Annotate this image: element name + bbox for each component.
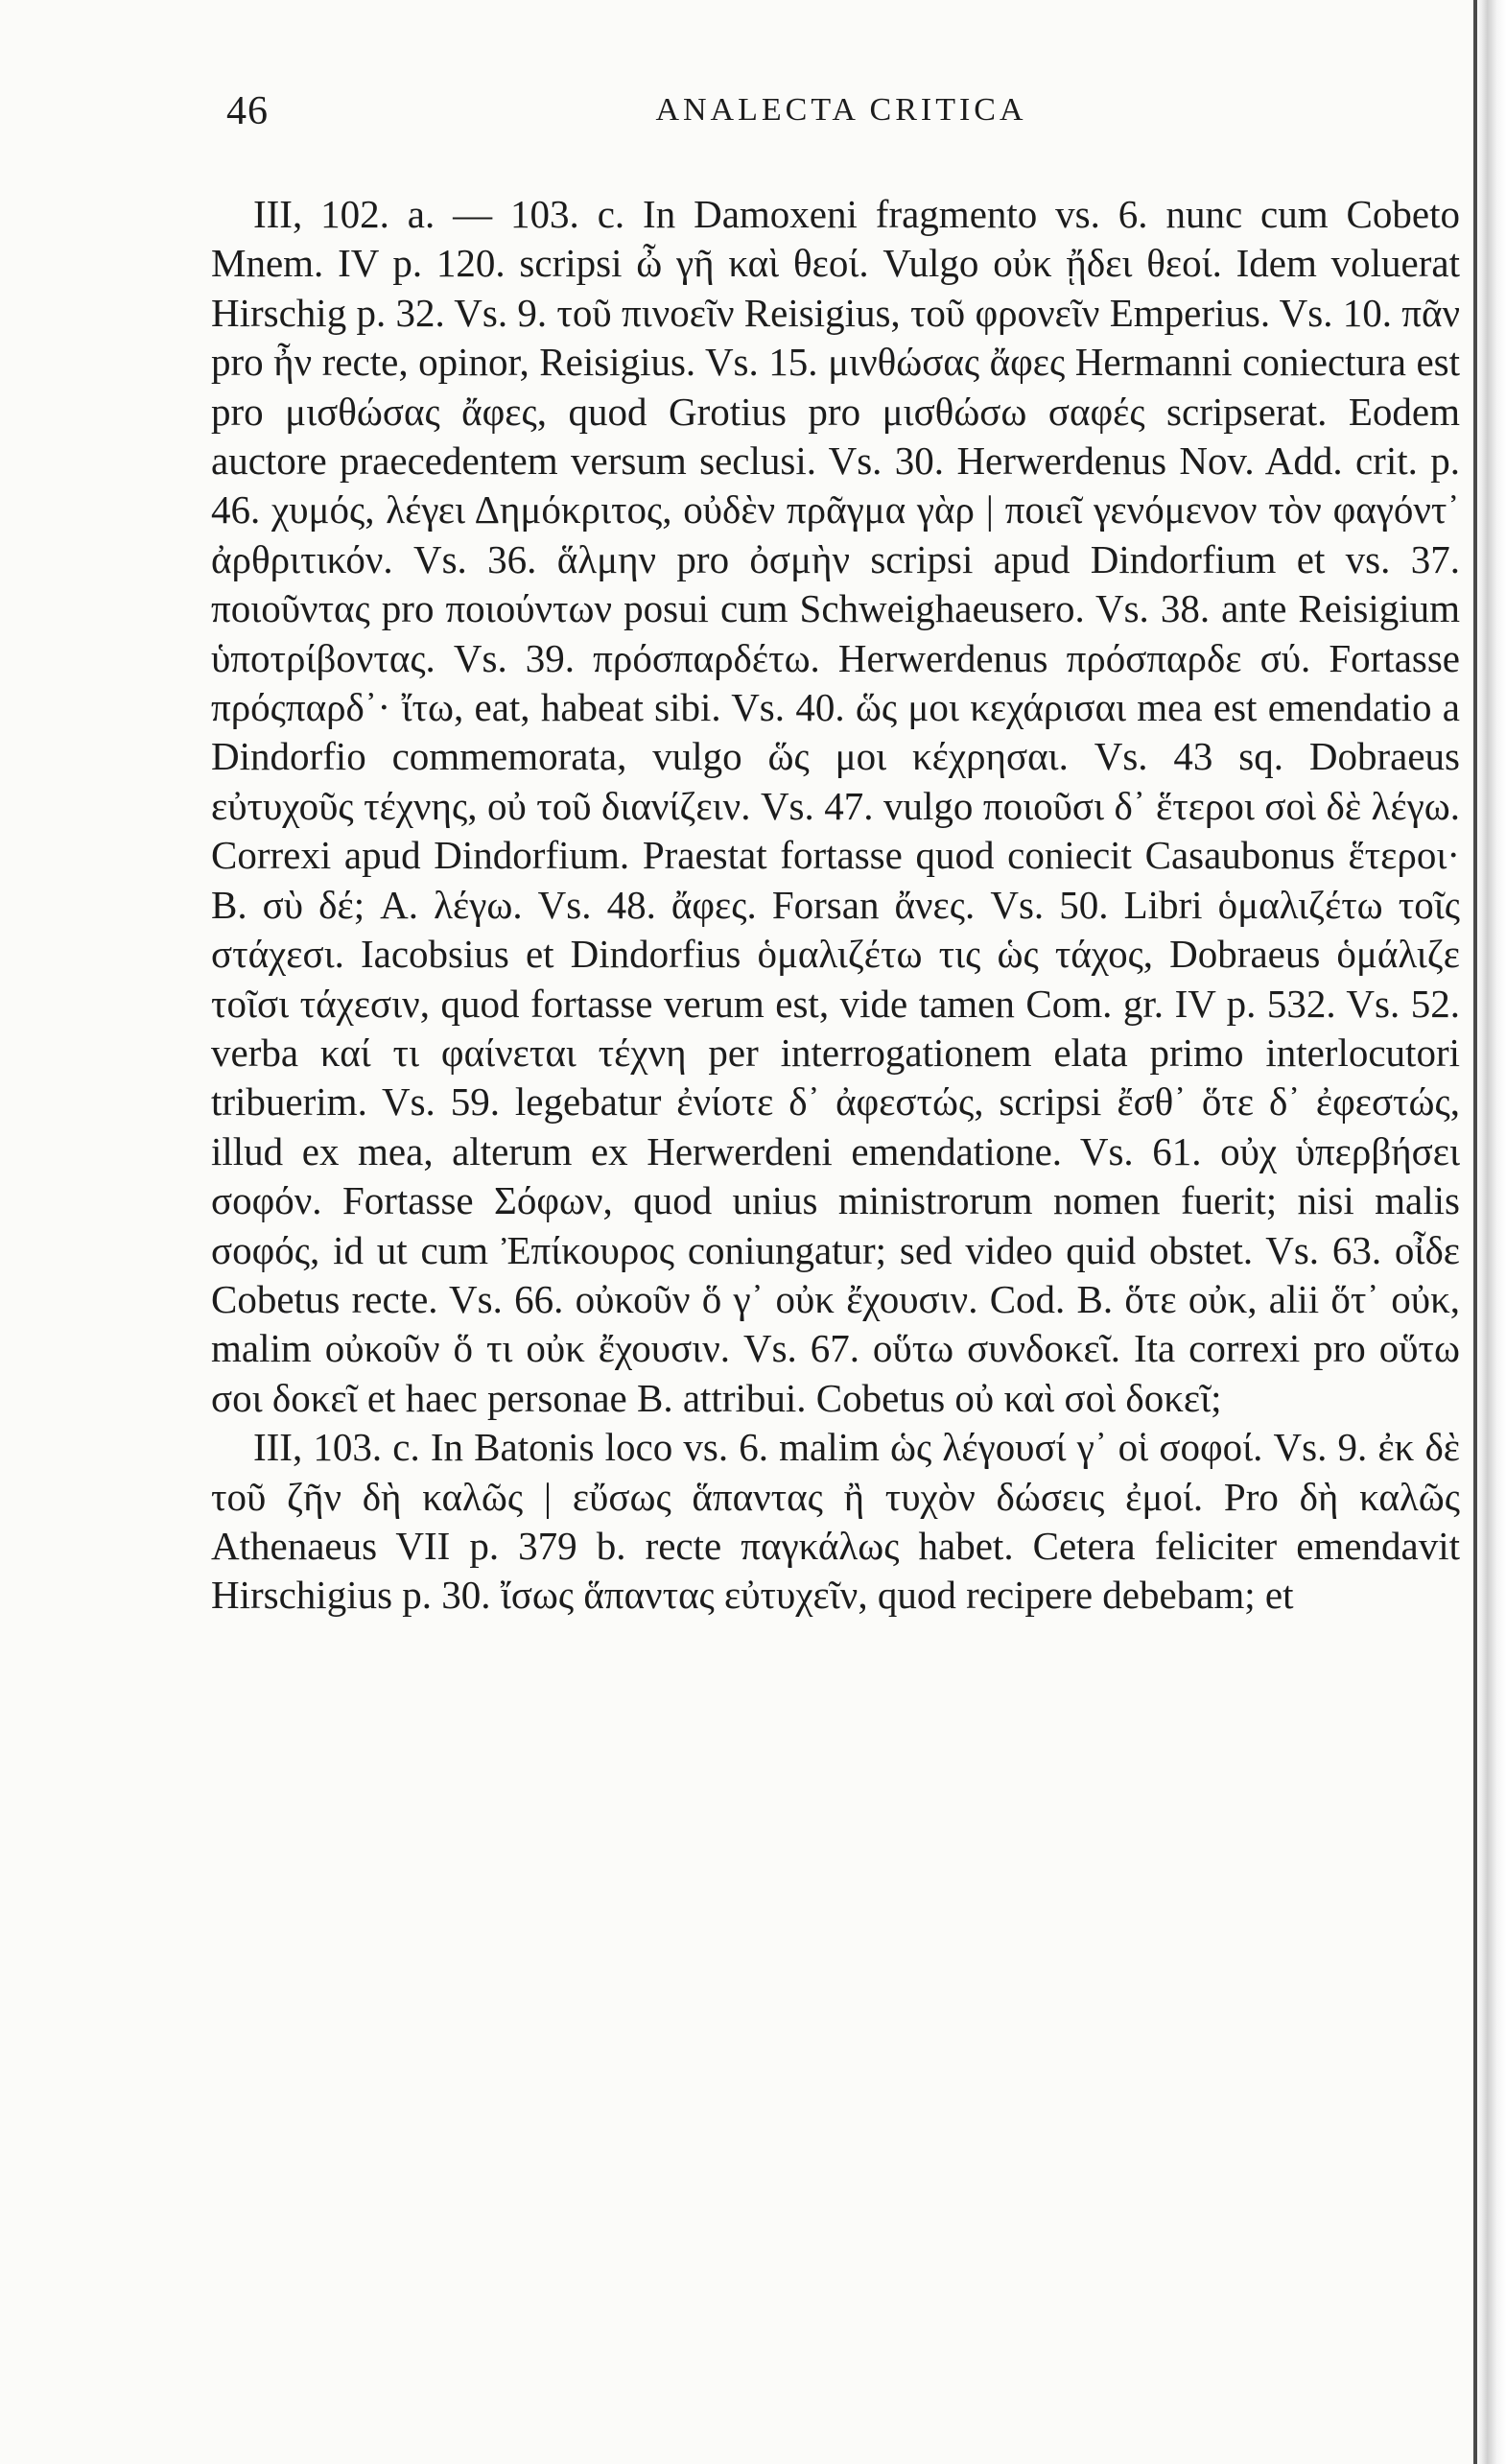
paragraph-damoxenus: III, 102. a. — 103. c. In Damoxeni fragmento vs. 6. nunc cum Cobeto Mnem. IV p. 120. scripsi ὦ γῆ καὶ θεοί. Vulgo οὐκ ᾔδει θεοί. Idem voluerat Hirschig p. 32. Vs. 9. τοῦ πινοεῖν Reisigius, τοῦ φρονεῖν Emperius. Vs. 10. πᾶν pro ἦν recte, opinor, Reisigius. Vs. 15. μινθώσας ἄφες Hermanni coniectura est pro μισθώσας ἄφες, quod Grotius pro μισθώσω σαφές scripserat. Eodem auctore praecedentem versum seclusi. Vs. 30. Herwerdenus Nov. Add. crit. p. 46. χυμός, λέγει Δημόκριτος, οὐδὲν πρᾶγμα γὰρ | ποιεῖ γενόμενον τὸν φαγόντ᾽ ἀρθριτικόν. Vs. 36. ἅλμην pro ὀσμὴν scripsi apud Dindorfium et vs. 37. ποιοῦντας pro ποιούντων posui cum Schweighaeusero. Vs. 38. ante Reisigium ὑποτρίβοντας. Vs. 39. πρόσπαρδέτω. Herwerdenus πρόσπαρδε σύ. Fortasse πρόςπαρδ᾽· ἴτω, eat, habeat sibi. Vs. 40. ὥς μοι κεχάρισαι mea est emendatio a Dindorfio commemorata, vulgo ὥς μοι κέχρησαι. Vs. 43 sq. Dobraeus εὐτυχοῦς τέχνης, οὐ τοῦ διανίζειν. Vs. 47. vulgo ποιοῦσι δ᾽ ἕτεροι σοὶ δὲ λέγω. Correxi apud Dindorfium. Praestat fortasse quod coniecit Casaubonus ἕτεροι· B. σὺ δέ; A. λέγω. Vs. 48. ἄφες. Forsan ἄνες. Vs. 50. Libri ὁμαλιζέτω τοῖς στάχεσι. Iacobsius et Dindorfius ὁμαλιζέτω τις ὡς τάχος, Dobraeus ὁμάλιζε τοῖσι τάχεσιν, quod fortasse verum est, vide tamen Com. gr. IV p. 532. Vs. 52. verba καί τι φαίνεται τέχνη per interrogationem elata primo interlocutori tribuerim. Vs. 59. legebatur ἐνίοτε δ᾽ ἀφεστώς, scripsi ἔσθ᾽ ὅτε δ᾽ ἐφεστώς, illud ex mea, alterum ex Herwerdeni emendatione. Vs. 61. οὐχ ὑπερβήσει σοφόν. Fortasse Σόφων, quod unius ministrorum nomen fuerit; nisi malis σοφός, id ut cum Ἐπίκουρος coniungatur; sed video quid obstet. Vs. 63. οἶδε Cobetus recte. Vs. 66. οὐκοῦν ὅ γ᾽ οὐκ ἔχουσιν. Cod. B. ὅτε οὐκ, alii ὅτ᾽ οὐκ, malim οὐκοῦν ὅ τι οὐκ ἔχουσιν. Vs. 67. οὕτω συνδοκεῖ. Ita correxi pro οὕτω σοι δοκεῖ et haec personae B. attribui. Cobetus οὐ καὶ σοὶ δοκεῖ; [211,192,1460,1420]
body-text [211,190,1460,1621]
binding-edge [1475,0,1506,2464]
page-number: 46 [226,89,269,133]
paragraph-bato: III, 103. c. In Batonis loco vs. 6. malim ὡς λέγουσί γ᾽ οἱ σοφοί. Vs. 9. ἐκ δὲ τοῦ ζῆν δὴ καλῶς | εὔσως ἅπαντας ἢ τυχὸν δώσεις ἐμοί. Pro δὴ καλῶς Athenaeus VII p. 379 b. recte παγκάλως habet. Cetera feliciter emendavit Hirschigius p. 30. ἴσως ἅπαντας εὐτυχεῖν, quod recipere debebam; et [211,1425,1460,1618]
running-title: ANALECTA CRITICA [655,92,1027,128]
binding-line [1473,0,1477,2464]
page-header [226,88,1456,146]
